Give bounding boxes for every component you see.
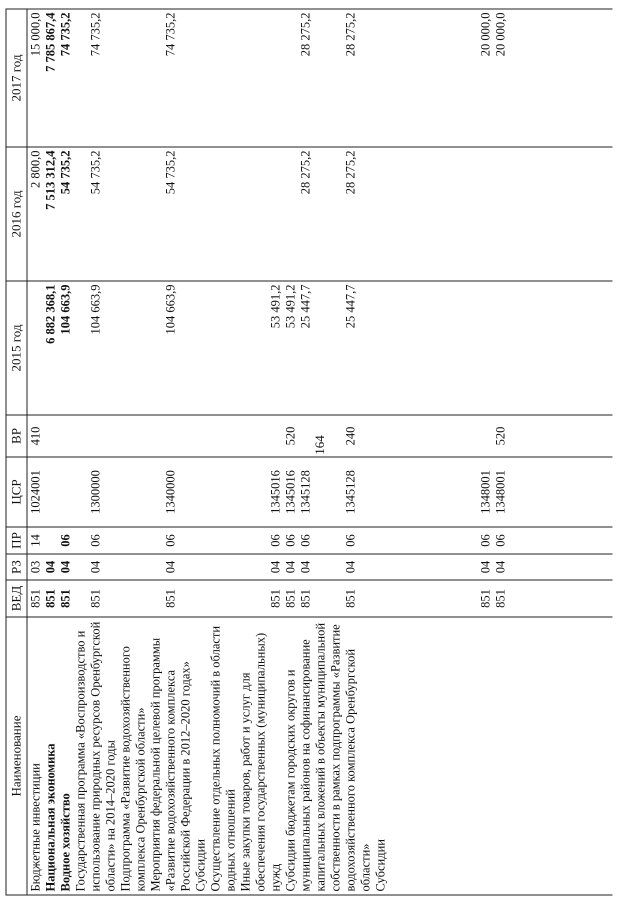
page-number: 164	[312, 435, 327, 455]
y2017-value: 74 735,2	[88, 12, 103, 57]
rz-value: 04	[298, 560, 313, 574]
csr-value: 1345128	[343, 470, 358, 514]
pr-value: 06	[163, 534, 178, 547]
pr-value: 06	[283, 534, 298, 547]
y2017-column	[27, 9, 613, 147]
ved-value: 851	[268, 589, 283, 608]
y2017-value: 20 000,0	[493, 12, 508, 57]
pr-value: 06	[493, 534, 508, 547]
pr-value: 06	[58, 534, 73, 547]
header-pr: ПР	[6, 527, 27, 554]
y2015-value: 104 663,9	[88, 284, 103, 335]
rz-value: 04	[283, 560, 298, 574]
csr-value: 1340000	[163, 470, 178, 514]
ved-value: 851	[163, 589, 178, 608]
pr-value: 06	[298, 534, 313, 547]
budget-table	[6, 9, 613, 896]
ved-value: 851	[493, 589, 508, 608]
vr-value: 520	[493, 426, 508, 446]
csr-value: 1345016	[283, 470, 298, 514]
row-name: Иные закупки товаров, работ и услуг для обеспечения государственных (муниципальных) нужд	[238, 632, 283, 892]
y2017-value: 28 275,2	[298, 12, 313, 57]
rz-value: 04	[343, 560, 358, 574]
y2015-value: 53 491,2	[283, 284, 298, 329]
y2017-value: 7 785 867,4	[43, 12, 58, 72]
header-rz: РЗ	[6, 554, 27, 580]
y2016-column	[27, 147, 613, 281]
csr-value: 1348001	[493, 470, 508, 514]
rz-value: 04	[43, 560, 58, 574]
ved-value: 851	[343, 589, 358, 608]
rotated-page	[6, 10, 635, 896]
vr-value: 520	[283, 426, 298, 446]
y2015-value: 25 447,7	[343, 284, 358, 329]
rz-value: 04	[478, 560, 493, 574]
y2015-value: 25 447,7	[298, 284, 313, 329]
rz-column	[27, 554, 613, 580]
csr-value: 1024001	[28, 470, 43, 514]
y2015-column	[27, 281, 613, 415]
row-name: Национальная экономика	[43, 743, 58, 892]
y2017-value: 15 000,0	[28, 12, 43, 57]
csr-value: 1300000	[88, 470, 103, 514]
y2017-value: 28 275,2	[343, 12, 358, 57]
rz-value: 04	[268, 560, 283, 574]
pr-value: 14	[28, 534, 43, 547]
row-name: Субсидии бюджетам городских округов и муниципальных районов на софинансирование капитальных вложений в объекты муниципальной собственности в рамках подпрограммы «Развитие водохозяйственного комплекса Оренбургской области»	[283, 622, 373, 892]
row-name: Водное хозяйство	[58, 793, 73, 892]
rz-value: 04	[493, 560, 508, 574]
y2016-value: 2 800,0	[28, 150, 43, 188]
y2016-value: 28 275,2	[298, 150, 313, 195]
y2015-value: 104 663,9	[163, 284, 178, 335]
ved-value: 851	[58, 589, 73, 608]
y2017-value: 74 735,2	[58, 12, 73, 57]
y2017-value: 20 000,0	[478, 12, 493, 57]
vr-value: 410	[28, 426, 43, 446]
header-name: Наименование	[6, 617, 27, 895]
header-vr: ВР	[6, 415, 27, 457]
vr-value: 240	[343, 426, 358, 446]
row-name: Государственная программа «Воспроизводство и использование природных ресурсов Оренбургской области» на 2014–2020 годы	[73, 621, 118, 892]
name-column	[27, 617, 613, 895]
rz-value: 03	[28, 560, 43, 574]
header-2015: 2015 год	[6, 281, 27, 415]
pr-value: 06	[343, 534, 358, 547]
rz-value: 04	[163, 560, 178, 574]
ved-value: 851	[88, 589, 103, 608]
row-name: Мероприятия федеральной целевой программы «Развитие водохозяйственного комплекса Российской Федерации в 2012–2020 годах»	[148, 637, 193, 892]
ved-value: 851	[283, 589, 298, 608]
y2015-value: 6 882 368,1	[43, 284, 58, 344]
csr-column	[27, 457, 613, 527]
header-ved: ВЕД	[6, 580, 27, 617]
row-name: Осуществление отдельных полномочий в области водных отношений	[208, 625, 238, 892]
vr-column	[27, 415, 613, 457]
rz-value: 04	[88, 560, 103, 574]
pr-value: 06	[268, 534, 283, 547]
header-row	[6, 9, 27, 895]
pr-value: 06	[478, 534, 493, 547]
header-2016: 2016 год	[6, 147, 27, 281]
pr-value: 06	[88, 534, 103, 547]
y2015-value: 104 663,9	[58, 284, 73, 335]
row-name: Субсидии	[373, 839, 388, 892]
y2016-value: 54 735,2	[88, 150, 103, 195]
y2016-value: 54 735,2	[58, 150, 73, 195]
pr-column	[27, 527, 613, 554]
ved-column	[27, 580, 613, 617]
y2015-value: 53 491,2	[268, 284, 283, 329]
csr-value: 1348001	[478, 470, 493, 514]
row-name: Бюджетные инвестиции	[28, 763, 43, 892]
y2016-value: 7 513 312,4	[43, 150, 58, 210]
ved-value: 851	[478, 589, 493, 608]
table-body	[27, 9, 613, 895]
csr-value: 1345016	[268, 470, 283, 514]
ved-value: 851	[298, 589, 313, 608]
ved-value: 851	[43, 589, 58, 608]
y2016-value: 28 275,2	[343, 150, 358, 195]
row-name: Субсидии	[193, 839, 208, 892]
rz-value: 04	[58, 560, 73, 574]
ved-value: 851	[28, 589, 43, 608]
y2017-value: 74 735,2	[163, 12, 178, 57]
row-name: Подпрограмма «Развитие водохозяйственного комплекса Оренбургской области»	[118, 646, 148, 892]
header-csr: ЦСР	[6, 457, 27, 527]
csr-value: 1345128	[298, 470, 313, 514]
header-2017: 2017 год	[6, 9, 27, 147]
y2016-value: 54 735,2	[163, 150, 178, 195]
